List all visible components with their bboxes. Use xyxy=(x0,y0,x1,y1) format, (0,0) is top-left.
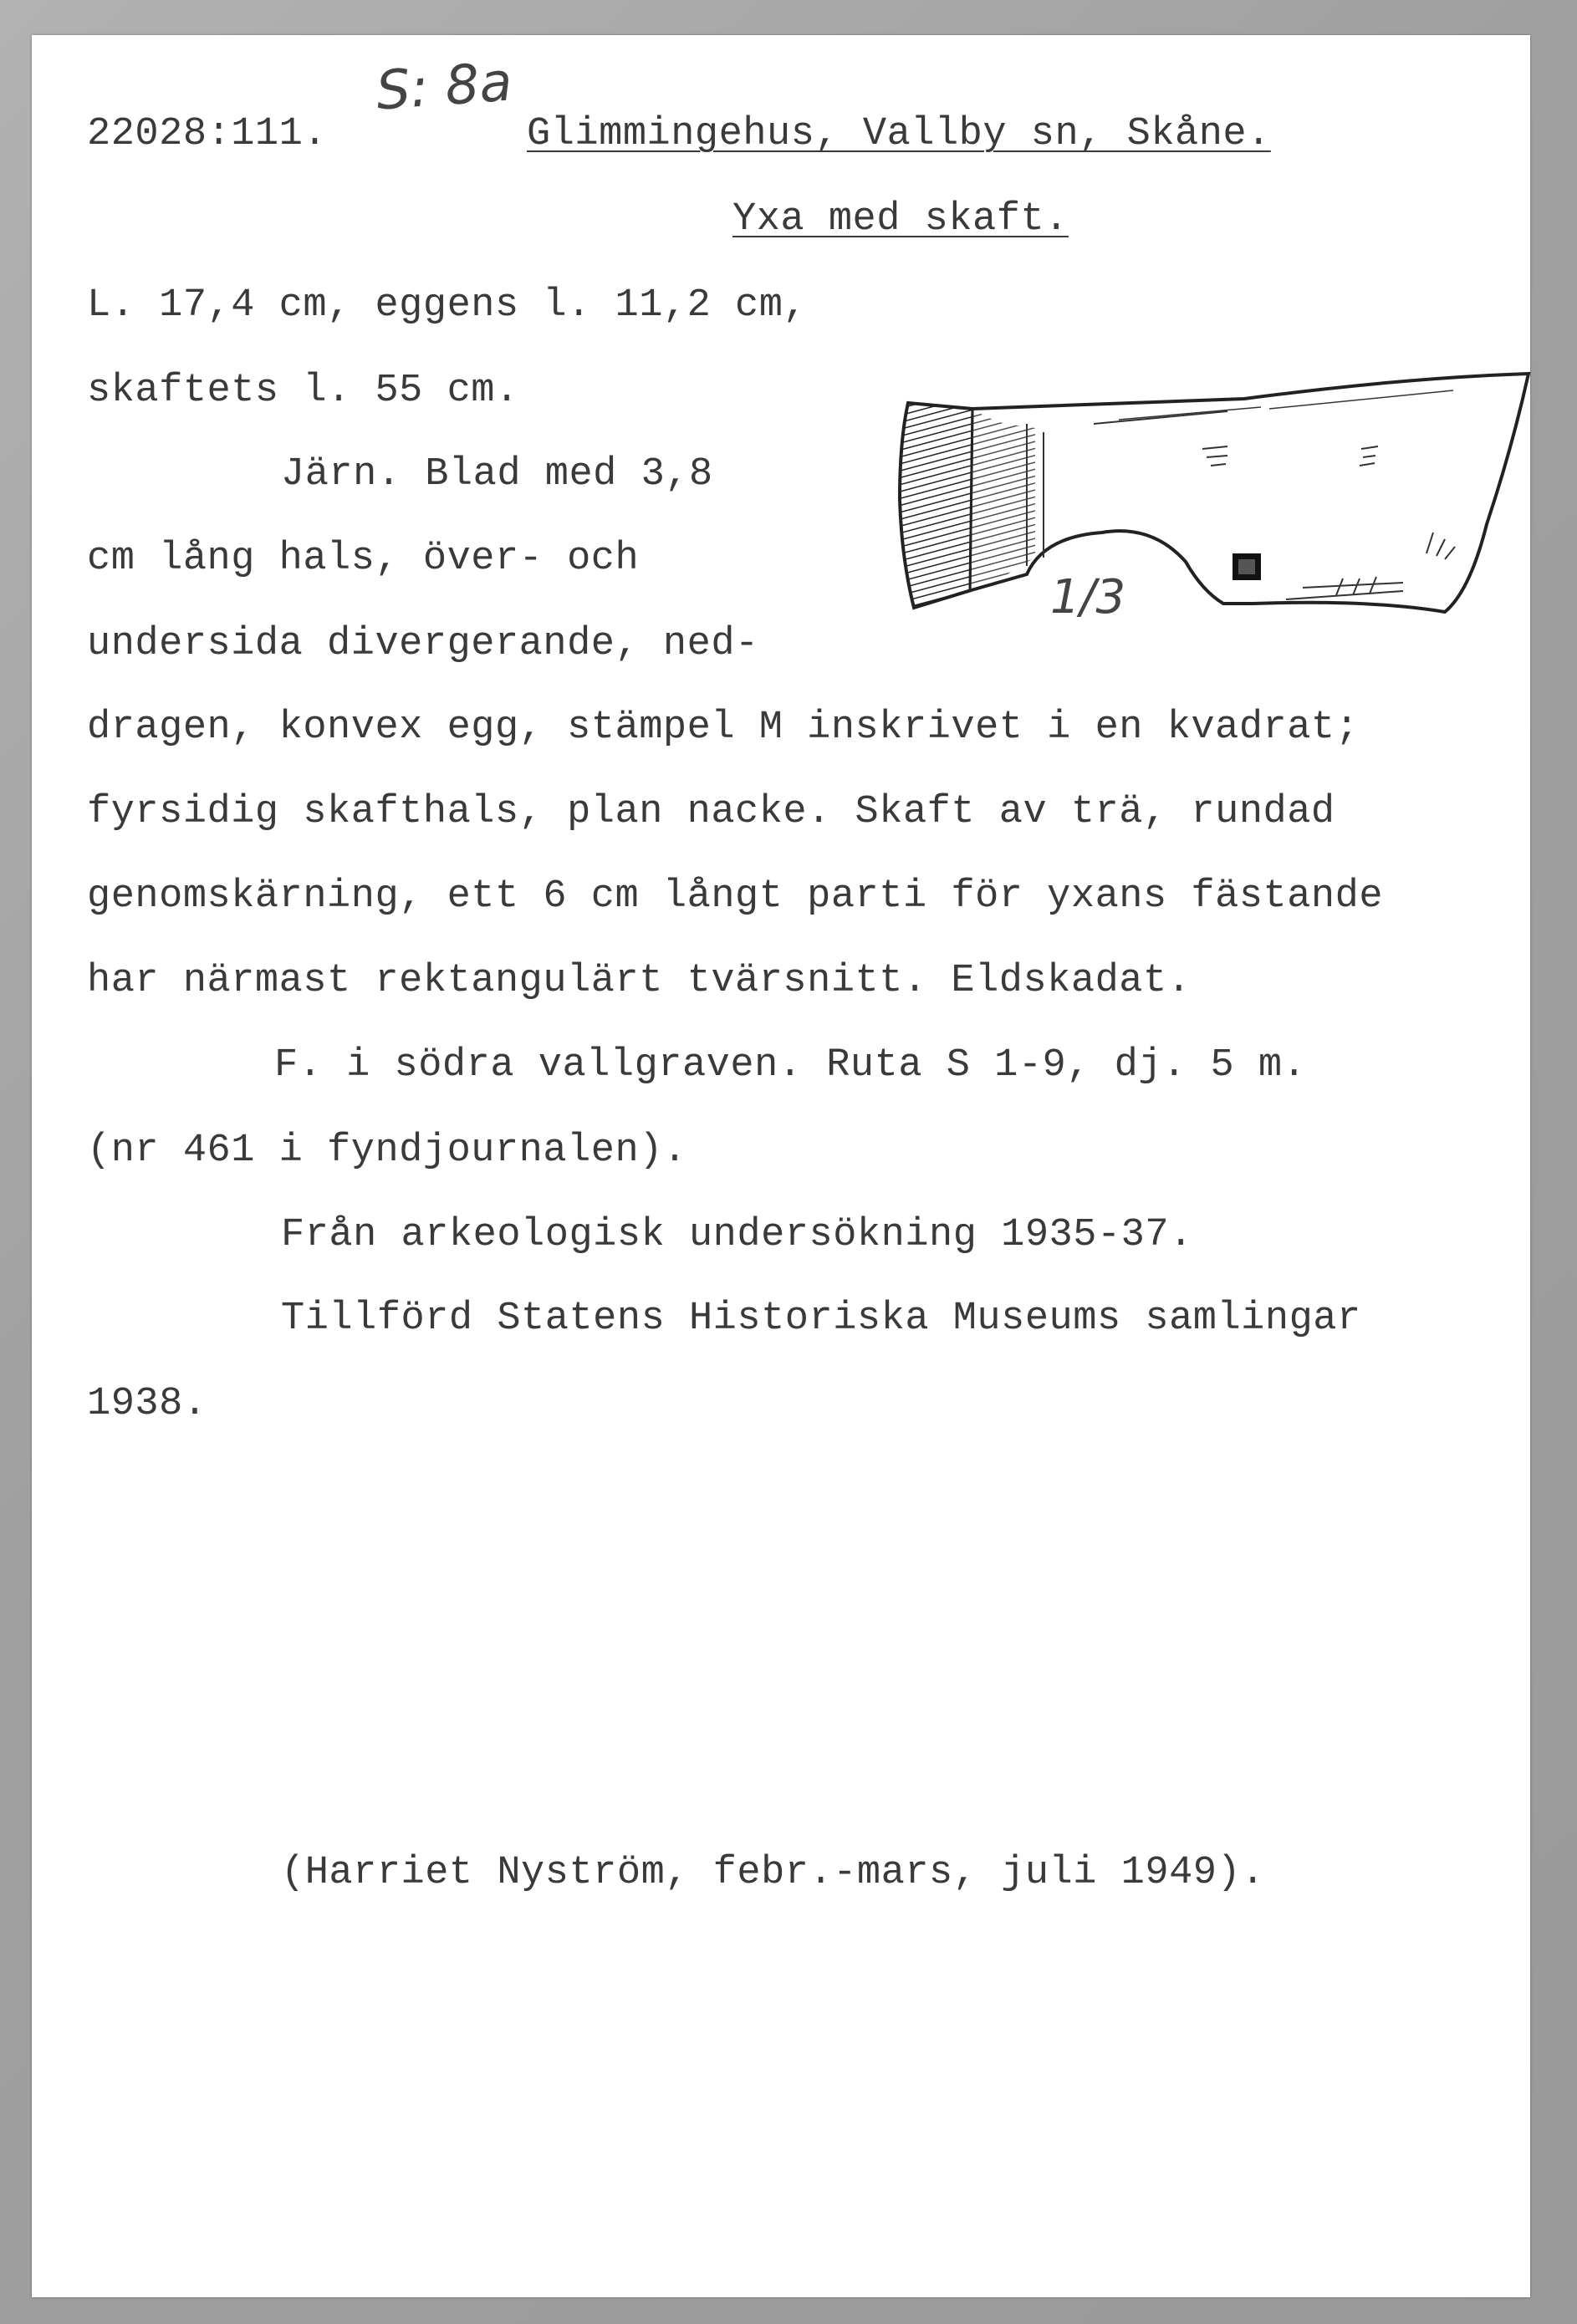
axe-drawing xyxy=(868,340,1554,650)
text-line: cm lång hals, över- och xyxy=(87,537,640,581)
text-line: har närmast rektangulärt tvärsnitt. Eldskadat. xyxy=(87,959,1192,1003)
text-line: undersida divergerande, ned- xyxy=(87,622,759,666)
object-title: Yxa med skaft. xyxy=(732,197,1069,242)
catalog-card xyxy=(32,35,1530,2297)
text-line: 1938. xyxy=(87,1382,207,1426)
text-line: Från arkeologisk undersökning 1935-37. xyxy=(281,1213,1193,1257)
scale-label: 1/3 xyxy=(1050,570,1126,624)
handwritten-code: S: 8a xyxy=(374,51,514,123)
text-line: Tillförd Statens Historiska Museums samlingar xyxy=(281,1297,1361,1341)
text-line: F. i södra vallgraven. Ruta S 1-9, dj. 5 m. xyxy=(274,1043,1307,1088)
text-line: skaftets l. 55 cm. xyxy=(87,369,519,413)
text-line: L. 17,4 cm, eggens l. 11,2 cm, xyxy=(87,283,808,328)
find-location: Glimmingehus, Vallby sn, Skåne. xyxy=(527,112,1271,156)
text-line: genomskärning, ett 6 cm långt parti för yxans fästande xyxy=(87,874,1384,919)
catalog-number: 22028:111. xyxy=(87,112,328,156)
text-line: dragen, konvex egg, stämpel M inskrivet i en kvadrat; xyxy=(87,706,1360,750)
text-line: fyrsidig skafthals, plan nacke. Skaft av trä, rundad xyxy=(87,790,1335,834)
text-line: (nr 461 i fyndjournalen). xyxy=(87,1129,687,1173)
text-line: Järn. Blad med 3,8 xyxy=(281,452,713,497)
author-note: (Harriet Nyström, febr.-mars, juli 1949). xyxy=(281,1851,1265,1895)
